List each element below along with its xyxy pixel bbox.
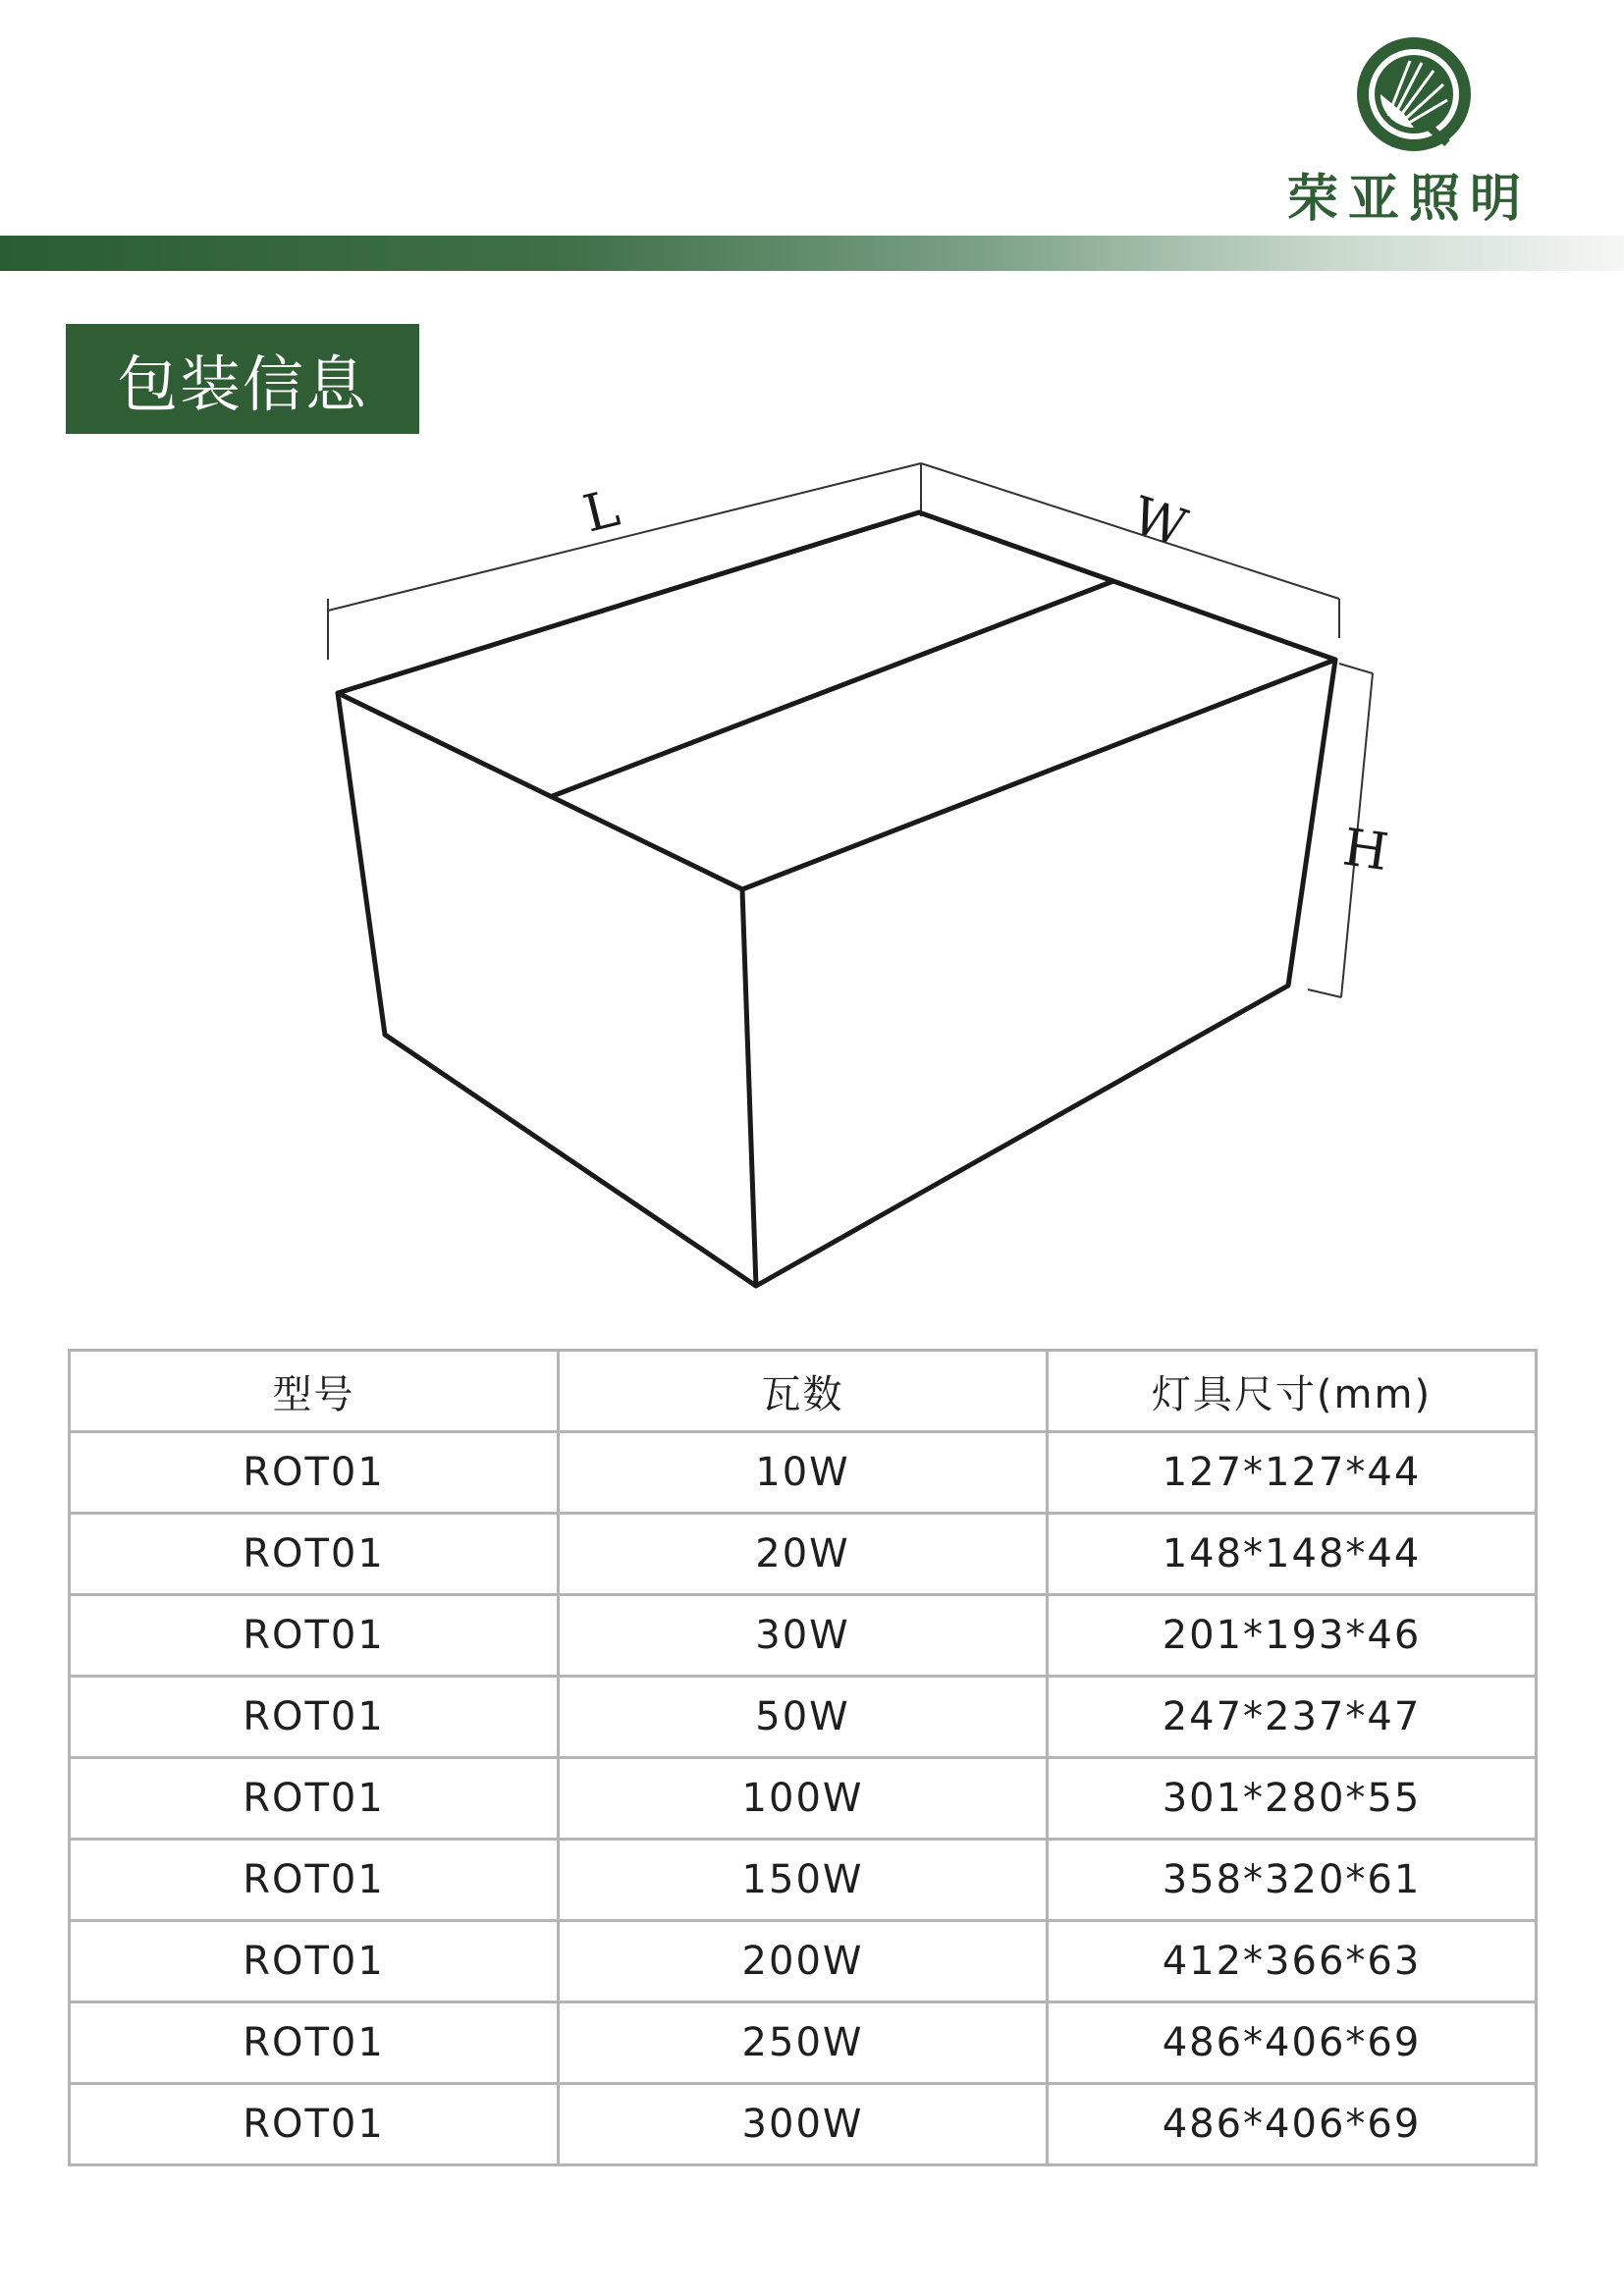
cell-model: ROT01: [70, 1595, 559, 1677]
cell-dimensions: 127*127*44: [1048, 1432, 1537, 1514]
table-row: [70, 1432, 1537, 1514]
cell-model: ROT01: [70, 1840, 559, 1921]
cell-wattage: 250W: [559, 2002, 1048, 2084]
cell-model: ROT01: [70, 1921, 559, 2002]
box-right-face: [756, 660, 1335, 1286]
cell-dimensions: 201*193*46: [1048, 1595, 1537, 1677]
table-row: [70, 1921, 1537, 2002]
box-top-face: [338, 512, 1335, 889]
length-label: L: [577, 479, 625, 545]
section-title: 包装信息: [66, 324, 419, 434]
brand-logo: [1276, 29, 1542, 229]
cell-model: ROT01: [70, 2002, 559, 2084]
table-row: [70, 1514, 1537, 1595]
cell-dimensions: 301*280*55: [1048, 1758, 1537, 1840]
cell-wattage: 30W: [559, 1595, 1048, 1677]
cell-dimensions: 486*406*69: [1048, 2084, 1537, 2165]
cell-wattage: 200W: [559, 1921, 1048, 2002]
cell-wattage: 50W: [559, 1677, 1048, 1758]
table-row: [70, 1840, 1537, 1921]
cell-dimensions: 358*320*61: [1048, 1840, 1537, 1921]
cell-dimensions: 486*406*69: [1048, 2002, 1537, 2084]
header-wattage: 瓦数: [559, 1351, 1048, 1432]
cell-model: ROT01: [70, 1432, 559, 1514]
table-row: [70, 1595, 1537, 1677]
cell-dimensions: 148*148*44: [1048, 1514, 1537, 1595]
table-row: [70, 2002, 1537, 2084]
leaf-circle-icon: [1353, 33, 1475, 155]
table-row: [70, 2084, 1537, 2165]
height-label: H: [1339, 818, 1392, 883]
box-left-face: [338, 693, 756, 1286]
header-band: [0, 236, 1624, 271]
box-top-seam: [550, 581, 1113, 797]
cell-model: ROT01: [70, 1758, 559, 1840]
cell-model: ROT01: [70, 2084, 559, 2165]
width-label: W: [1124, 486, 1194, 559]
cell-model: ROT01: [70, 1514, 559, 1595]
header-dimensions: 灯具尺寸(mm): [1048, 1351, 1537, 1432]
cell-wattage: 20W: [559, 1514, 1048, 1595]
table-header-row: [70, 1351, 1537, 1432]
cell-wattage: 10W: [559, 1432, 1048, 1514]
box-dimension-diagram: [295, 432, 1434, 1315]
cell-dimensions: 412*366*63: [1048, 1921, 1537, 2002]
table-row: [70, 1677, 1537, 1758]
cell-model: ROT01: [70, 1677, 559, 1758]
cell-dimensions: 247*237*47: [1048, 1677, 1537, 1758]
table-row: [70, 1758, 1537, 1840]
brand-name: 荣亚照明: [1286, 170, 1531, 229]
cell-wattage: 150W: [559, 1840, 1048, 1921]
header-model: 型号: [70, 1351, 559, 1432]
cell-wattage: 300W: [559, 2084, 1048, 2165]
cell-wattage: 100W: [559, 1758, 1048, 1840]
packaging-spec-table: [68, 1349, 1538, 2166]
